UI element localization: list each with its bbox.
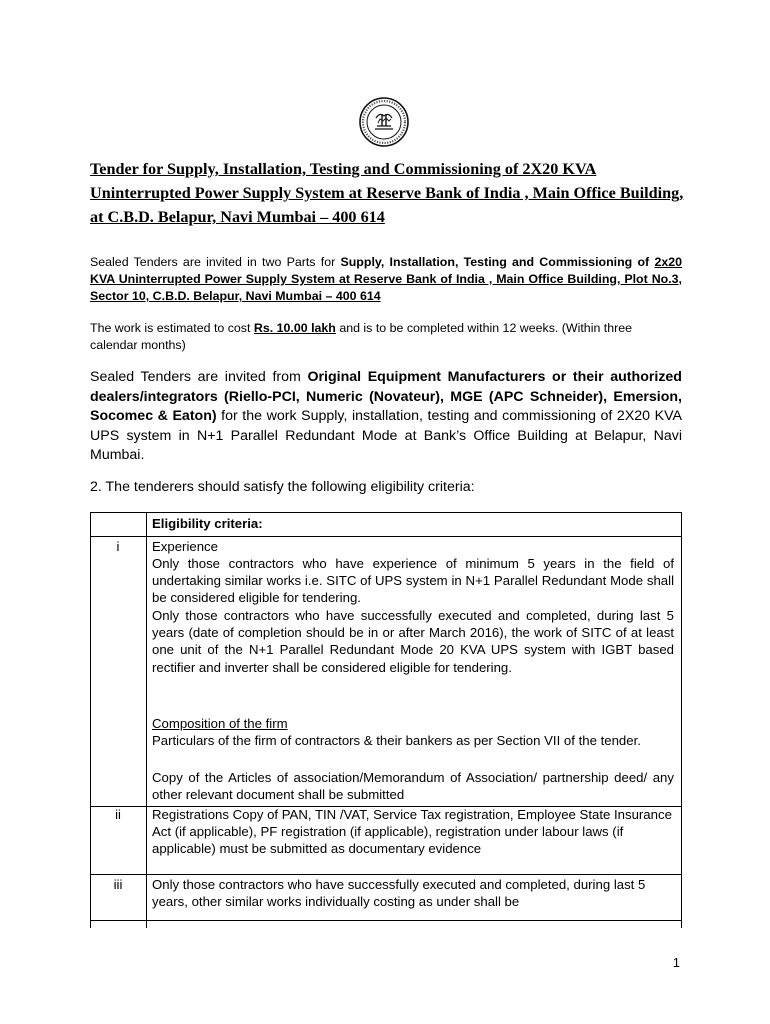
cost-tail: and is to be completed within 12 weeks. (Within three calendar months): [90, 321, 633, 352]
criteria-header: Eligibility criteria:: [152, 516, 263, 531]
table-border-top: [90, 512, 682, 513]
manufacturers-list: Original Equipment Manufacturers or their authorized dealers/integrators (Riello-PCI, Numeric (Novateur), MGE (APC Schneider), Emersion, Socomec & Eaton): [90, 369, 682, 424]
tender-title: Tender for Supply, Installation, Testing and Commissioning of 2X20 KVA Uninterrupted Power Supply System at Reserve Bank of India , Main Office Building, at C.B.D. Belapur, Navi Mumbai – 400 614: [90, 160, 684, 226]
table-row-divider: [90, 920, 682, 921]
cost-paragraph: [90, 320, 682, 354]
cost-lead: The work is estimated to cost: [90, 321, 254, 335]
table-border-left: [90, 512, 91, 928]
invitation-tail: for the work Supply, installation, testing and commissioning of 2X20 KVA UPS system in N+1 Parallel Redundant Mode at Bank’s Office Building at Belapur, Navi Mumbai.: [90, 408, 682, 463]
eligibility-table: [90, 512, 682, 928]
table-border-right: [681, 512, 682, 928]
intro-work-location: 2x20 KVA Uninterrupted Power Supply System at Reserve Bank of India , Main Office Building, Plot No.3, Sector 10, C.B.D. Belapur, Navi Mumbai – 400 614: [90, 255, 683, 303]
experience-heading: Experience: [152, 539, 218, 554]
composition-text: Particulars of the firm of contractors & their bankers as per Section VII of the tender.: [152, 733, 641, 748]
intro-lead: Sealed Tenders are invited in two Parts for: [90, 255, 341, 269]
registrations-text: Registrations Copy of PAN, TIN /VAT, Service Tax registration, Employee State Insurance Act (if applicable), PF registration (if applicable), registration under labour laws (if applicable) must be submitted as documentary evidence: [152, 807, 672, 857]
rbi-seal-icon: [358, 96, 410, 148]
similar-works-text: Only those contractors who have successfully executed and completed, during last 5 years, other similar works individually costing as under shall be: [152, 877, 646, 910]
table-column-divider: [146, 512, 147, 928]
composition-heading: Composition of the firm: [152, 716, 288, 731]
page-number: 1: [672, 955, 680, 970]
row-number: i: [116, 539, 120, 554]
completed-works-text: Only those contractors who have successfully executed and completed, during last 5 years (date of completion should be in or after March 2016), the work of SITC of at least one unit of the N+1 Parallel Redundant Mode 20 KVA UPS system with IGBT based rectifier and inverter shall be considered eligible for tendering.: [152, 608, 674, 675]
invitation-lead: Sealed Tenders are invited from: [90, 369, 308, 385]
eligibility-intro: 2. The tenderers should satisfy the following eligibility criteria:: [90, 479, 475, 495]
estimated-cost: Rs. 10.00 lakh: [253, 321, 336, 335]
row-number: iii: [113, 877, 123, 892]
invitation-paragraph: [90, 368, 682, 466]
table-row-divider: [90, 536, 682, 537]
table-row-divider: [90, 874, 682, 875]
intro-paragraph: [90, 254, 682, 305]
experience-text: Only those contractors who have experience of minimum 5 years in the field of undertaking similar works i.e. SITC of UPS system in N+1 Parallel Redundant Mode shall be considered eligible for tendering.: [152, 556, 674, 606]
intro-work-scope: Supply, Installation, Testing and Commissioning of: [340, 255, 655, 269]
row-number: ii: [115, 807, 121, 822]
articles-text: Copy of the Articles of association/Memorandum of Association/ partnership deed/ any other relevant document shall be submitted: [152, 770, 674, 803]
